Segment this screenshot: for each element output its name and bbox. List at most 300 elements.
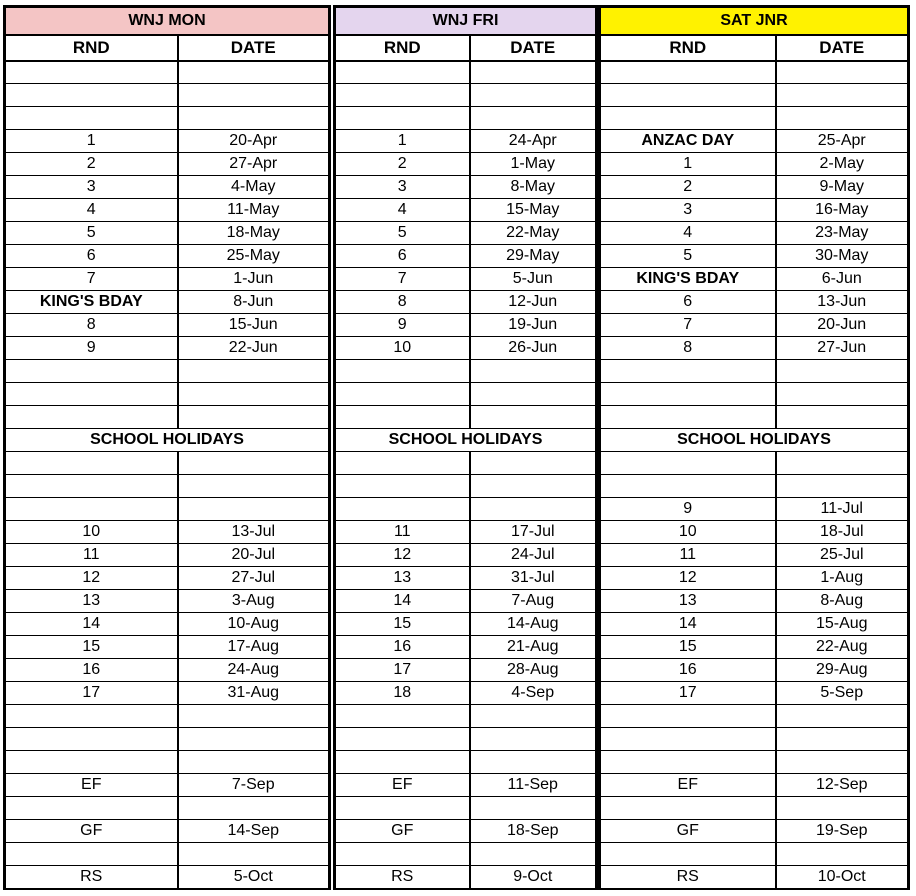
round-cell — [6, 797, 178, 820]
table-row — [336, 176, 596, 199]
table-row — [601, 383, 908, 406]
round-cell: 17 — [601, 682, 776, 705]
table-row — [601, 61, 908, 84]
date-cell — [178, 843, 329, 866]
round-cell: 13 — [601, 590, 776, 613]
table-row — [336, 567, 596, 590]
table-row — [6, 682, 329, 705]
date-cell: 27-Jul — [178, 567, 329, 590]
table-row — [601, 153, 908, 176]
date-cell — [178, 61, 329, 84]
round-cell: 4 — [336, 199, 470, 222]
date-cell — [178, 452, 329, 475]
date-cell — [776, 751, 908, 774]
table-row — [601, 705, 908, 728]
date-cell: 20-Jul — [178, 544, 329, 567]
round-cell: 1 — [601, 153, 776, 176]
table-row — [6, 521, 329, 544]
date-cell — [776, 383, 908, 406]
table-row — [601, 498, 908, 521]
date-cell: 16-May — [776, 199, 908, 222]
table-row — [6, 429, 329, 452]
date-cell — [178, 360, 329, 383]
date-cell: 25-May — [178, 245, 329, 268]
table-row — [336, 659, 596, 682]
round-cell: 6 — [6, 245, 178, 268]
date-cell — [776, 728, 908, 751]
date-cell: 20-Apr — [178, 130, 329, 153]
table-row — [601, 314, 908, 337]
date-cell: 10-Aug — [178, 613, 329, 636]
round-cell — [336, 107, 470, 130]
date-cell: 24-Jul — [470, 544, 596, 567]
round-cell: 5 — [336, 222, 470, 245]
date-cell — [178, 705, 329, 728]
round-cell — [336, 452, 470, 475]
round-cell: 15 — [601, 636, 776, 659]
date-cell — [178, 751, 329, 774]
round-cell: 17 — [336, 659, 470, 682]
round-cell: 11 — [6, 544, 178, 567]
wnj-fri-title: WNJ FRI — [336, 8, 596, 35]
round-cell: 18 — [336, 682, 470, 705]
table-row — [601, 360, 908, 383]
table-row — [336, 452, 596, 475]
date-cell: 10-Oct — [776, 866, 908, 889]
table-row — [601, 429, 908, 452]
date-cell: 4-Sep — [470, 682, 596, 705]
round-cell: 1 — [336, 130, 470, 153]
date-cell — [470, 705, 596, 728]
table-row — [336, 682, 596, 705]
table-row — [601, 544, 908, 567]
date-cell: 25-Jul — [776, 544, 908, 567]
table-row — [6, 107, 329, 130]
date-cell: 23-May — [776, 222, 908, 245]
date-cell — [776, 107, 908, 130]
round-cell — [601, 751, 776, 774]
date-cell: 12-Jun — [470, 291, 596, 314]
round-cell: 14 — [6, 613, 178, 636]
round-cell: 11 — [601, 544, 776, 567]
table-row — [6, 774, 329, 797]
table-row — [6, 797, 329, 820]
date-cell — [178, 406, 329, 429]
sat-jnr-section — [598, 5, 910, 890]
wnj-mon-title: WNJ MON — [6, 8, 329, 35]
date-cell: 29-May — [470, 245, 596, 268]
round-cell — [6, 84, 178, 107]
date-column-header: DATE — [470, 35, 596, 61]
date-cell — [470, 797, 596, 820]
date-cell: 9-Oct — [470, 866, 596, 889]
table-row — [601, 774, 908, 797]
date-cell: 4-May — [178, 176, 329, 199]
round-cell: 13 — [6, 590, 178, 613]
date-cell: 14-Sep — [178, 820, 329, 843]
table-row — [336, 613, 596, 636]
table-row — [336, 153, 596, 176]
table-row — [6, 222, 329, 245]
round-cell — [601, 475, 776, 498]
date-cell — [776, 61, 908, 84]
date-cell: 5-Jun — [470, 268, 596, 291]
round-cell — [601, 705, 776, 728]
table-row — [336, 222, 596, 245]
table-row — [6, 406, 329, 429]
fixture-schedule-grid — [3, 5, 910, 890]
table-row — [601, 337, 908, 360]
round-cell: RS — [336, 866, 470, 889]
date-cell: 8-Jun — [178, 291, 329, 314]
round-cell: 16 — [6, 659, 178, 682]
round-cell — [6, 843, 178, 866]
round-cell — [336, 475, 470, 498]
date-cell — [470, 498, 596, 521]
round-cell — [601, 797, 776, 820]
table-row — [601, 613, 908, 636]
school-holidays-label: SCHOOL HOLIDAYS — [336, 429, 596, 452]
table-row — [601, 268, 908, 291]
round-cell: 5 — [6, 222, 178, 245]
date-cell: 18-May — [178, 222, 329, 245]
table-row — [336, 107, 596, 130]
round-cell — [336, 84, 470, 107]
date-cell: 24-Aug — [178, 659, 329, 682]
round-cell: 5 — [601, 245, 776, 268]
round-cell: 4 — [6, 199, 178, 222]
date-cell: 30-May — [776, 245, 908, 268]
round-cell: 8 — [336, 291, 470, 314]
round-cell — [6, 452, 178, 475]
date-column-header: DATE — [178, 35, 329, 61]
table-row — [336, 751, 596, 774]
date-cell: 19-Sep — [776, 820, 908, 843]
table-row — [601, 728, 908, 751]
table-row — [6, 613, 329, 636]
round-cell — [6, 498, 178, 521]
round-cell: 6 — [601, 291, 776, 314]
round-cell — [601, 452, 776, 475]
table-row — [6, 383, 329, 406]
date-cell: 22-Aug — [776, 636, 908, 659]
table-row — [336, 199, 596, 222]
table-row — [6, 590, 329, 613]
table-row — [336, 61, 596, 84]
round-cell — [6, 383, 178, 406]
date-cell — [470, 475, 596, 498]
table-row — [601, 475, 908, 498]
table-row — [336, 245, 596, 268]
table-row — [601, 130, 908, 153]
table-row — [6, 245, 329, 268]
round-cell: RS — [6, 866, 178, 889]
table-row — [336, 314, 596, 337]
round-cell: 12 — [6, 567, 178, 590]
table-row — [336, 820, 596, 843]
table-row — [6, 153, 329, 176]
round-cell: 6 — [336, 245, 470, 268]
table-row — [6, 360, 329, 383]
date-cell — [776, 452, 908, 475]
round-cell: 14 — [601, 613, 776, 636]
date-cell: 15-Jun — [178, 314, 329, 337]
date-cell: 7-Sep — [178, 774, 329, 797]
table-row — [336, 774, 596, 797]
rnd-column-header: RND — [336, 35, 470, 61]
round-cell: GF — [601, 820, 776, 843]
round-cell — [6, 61, 178, 84]
table-row — [601, 636, 908, 659]
table-row — [601, 291, 908, 314]
round-cell — [601, 360, 776, 383]
table-row — [6, 337, 329, 360]
round-cell: 10 — [6, 521, 178, 544]
round-cell — [6, 107, 178, 130]
round-cell: 9 — [6, 337, 178, 360]
table-row — [6, 728, 329, 751]
round-cell: 3 — [601, 199, 776, 222]
table-row — [6, 659, 329, 682]
round-cell — [336, 843, 470, 866]
table-row — [6, 544, 329, 567]
date-cell: 20-Jun — [776, 314, 908, 337]
round-cell — [6, 475, 178, 498]
round-cell: 2 — [6, 153, 178, 176]
round-cell — [336, 797, 470, 820]
table-row — [601, 406, 908, 429]
date-cell — [776, 84, 908, 107]
table-row — [601, 222, 908, 245]
round-cell — [336, 360, 470, 383]
round-cell: 1 — [6, 130, 178, 153]
date-cell — [470, 406, 596, 429]
school-holidays-label: SCHOOL HOLIDAYS — [6, 429, 329, 452]
table-row — [336, 383, 596, 406]
table-row — [601, 176, 908, 199]
round-cell — [601, 728, 776, 751]
date-cell — [178, 475, 329, 498]
table-row — [6, 475, 329, 498]
date-cell — [178, 498, 329, 521]
rnd-column-header: RND — [6, 35, 178, 61]
table-row — [336, 636, 596, 659]
round-cell: 8 — [601, 337, 776, 360]
date-cell — [178, 797, 329, 820]
round-cell — [6, 360, 178, 383]
round-cell: 17 — [6, 682, 178, 705]
round-cell — [336, 705, 470, 728]
table-row — [336, 498, 596, 521]
round-cell — [601, 843, 776, 866]
round-cell — [601, 84, 776, 107]
round-cell — [601, 107, 776, 130]
date-cell — [178, 107, 329, 130]
date-cell — [776, 406, 908, 429]
round-cell: 7 — [336, 268, 470, 291]
round-cell: 3 — [336, 176, 470, 199]
date-cell: 18-Sep — [470, 820, 596, 843]
date-cell — [470, 728, 596, 751]
round-cell: 4 — [601, 222, 776, 245]
date-cell: 13-Jun — [776, 291, 908, 314]
date-cell: 19-Jun — [470, 314, 596, 337]
table-row — [6, 61, 329, 84]
table-row — [336, 843, 596, 866]
date-cell: 25-Apr — [776, 130, 908, 153]
date-cell: 5-Sep — [776, 682, 908, 705]
round-cell: 15 — [6, 636, 178, 659]
round-cell: 3 — [6, 176, 178, 199]
table-row — [6, 820, 329, 843]
table-row — [601, 866, 908, 889]
table-row — [336, 291, 596, 314]
table-row — [601, 751, 908, 774]
round-cell: EF — [336, 774, 470, 797]
school-holidays-label: SCHOOL HOLIDAYS — [601, 429, 908, 452]
round-cell: 16 — [336, 636, 470, 659]
table-row — [6, 751, 329, 774]
round-cell — [336, 498, 470, 521]
round-cell: 8 — [6, 314, 178, 337]
date-cell — [470, 360, 596, 383]
date-cell: 29-Aug — [776, 659, 908, 682]
date-cell — [470, 107, 596, 130]
date-cell: 15-May — [470, 199, 596, 222]
date-cell: 31-Aug — [178, 682, 329, 705]
date-cell — [178, 728, 329, 751]
date-cell — [776, 797, 908, 820]
table-row — [6, 130, 329, 153]
date-cell: 8-Aug — [776, 590, 908, 613]
date-cell: 17-Jul — [470, 521, 596, 544]
date-cell: 1-May — [470, 153, 596, 176]
round-cell — [601, 406, 776, 429]
sat-jnr-title: SAT JNR — [601, 8, 908, 35]
date-cell: 14-Aug — [470, 613, 596, 636]
round-cell: 7 — [601, 314, 776, 337]
table-row — [601, 659, 908, 682]
date-cell: 12-Sep — [776, 774, 908, 797]
table-row — [336, 337, 596, 360]
date-cell — [470, 84, 596, 107]
table-row — [6, 866, 329, 889]
date-cell: 21-Aug — [470, 636, 596, 659]
round-cell: 11 — [336, 521, 470, 544]
round-cell — [6, 751, 178, 774]
table-row — [601, 84, 908, 107]
table-row — [336, 590, 596, 613]
round-cell: GF — [6, 820, 178, 843]
round-cell: ANZAC DAY — [601, 130, 776, 153]
date-cell: 11-Sep — [470, 774, 596, 797]
round-cell: 16 — [601, 659, 776, 682]
date-cell — [470, 61, 596, 84]
round-cell: GF — [336, 820, 470, 843]
table-row — [336, 544, 596, 567]
table-row — [6, 705, 329, 728]
table-row — [6, 199, 329, 222]
table-row — [601, 797, 908, 820]
date-cell — [776, 705, 908, 728]
round-cell: EF — [601, 774, 776, 797]
date-cell: 24-Apr — [470, 130, 596, 153]
table-row — [6, 452, 329, 475]
date-cell: 8-May — [470, 176, 596, 199]
date-cell: 5-Oct — [178, 866, 329, 889]
table-row — [6, 636, 329, 659]
table-row — [336, 406, 596, 429]
table-row — [6, 291, 329, 314]
date-cell — [178, 383, 329, 406]
date-cell: 1-Aug — [776, 567, 908, 590]
table-row — [601, 107, 908, 130]
date-cell — [470, 383, 596, 406]
table-row — [6, 314, 329, 337]
table-row — [601, 682, 908, 705]
table-row — [6, 268, 329, 291]
table-row — [601, 245, 908, 268]
table-row — [336, 429, 596, 452]
round-cell — [336, 728, 470, 751]
round-cell: 14 — [336, 590, 470, 613]
round-cell: RS — [601, 866, 776, 889]
table-row — [336, 728, 596, 751]
table-row — [6, 498, 329, 521]
round-cell: KING'S BDAY — [6, 291, 178, 314]
date-cell — [776, 843, 908, 866]
wnj-fri-table — [335, 7, 596, 889]
date-cell: 22-May — [470, 222, 596, 245]
round-cell: 15 — [336, 613, 470, 636]
date-cell: 7-Aug — [470, 590, 596, 613]
round-cell — [336, 383, 470, 406]
date-cell: 28-Aug — [470, 659, 596, 682]
round-cell — [6, 406, 178, 429]
table-row — [336, 130, 596, 153]
round-cell: 13 — [336, 567, 470, 590]
round-cell: 7 — [6, 268, 178, 291]
table-row — [601, 590, 908, 613]
date-cell: 15-Aug — [776, 613, 908, 636]
date-cell: 27-Apr — [178, 153, 329, 176]
round-cell: KING'S BDAY — [601, 268, 776, 291]
round-cell — [336, 406, 470, 429]
date-cell: 18-Jul — [776, 521, 908, 544]
table-row — [6, 176, 329, 199]
round-cell: 2 — [336, 153, 470, 176]
table-row — [336, 360, 596, 383]
round-cell: 12 — [336, 544, 470, 567]
round-cell: 10 — [601, 521, 776, 544]
table-row — [601, 843, 908, 866]
round-cell — [601, 383, 776, 406]
date-cell — [776, 360, 908, 383]
date-cell: 9-May — [776, 176, 908, 199]
table-row — [336, 84, 596, 107]
wnj-mon-section — [3, 5, 331, 890]
date-cell: 3-Aug — [178, 590, 329, 613]
date-cell: 1-Jun — [178, 268, 329, 291]
date-cell: 27-Jun — [776, 337, 908, 360]
rnd-column-header: RND — [601, 35, 776, 61]
sat-jnr-table — [600, 7, 908, 889]
round-cell: EF — [6, 774, 178, 797]
date-cell: 13-Jul — [178, 521, 329, 544]
table-row — [336, 475, 596, 498]
round-cell — [6, 705, 178, 728]
date-cell — [470, 751, 596, 774]
